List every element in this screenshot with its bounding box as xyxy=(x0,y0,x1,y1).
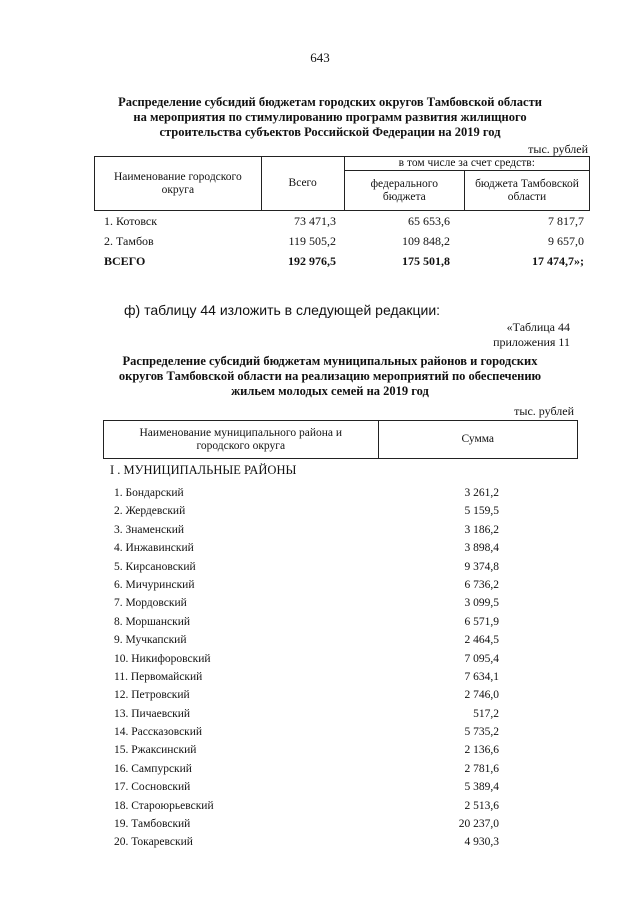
header-municipality: Наименование муниципального района и городского округа xyxy=(104,421,379,459)
table44-title xyxy=(95,354,565,399)
table-row xyxy=(104,234,590,254)
table43-body xyxy=(104,214,590,274)
page-number: 643 xyxy=(310,50,330,65)
table44-header xyxy=(103,420,578,459)
table44-title-line: жильем молодых семей на 2019 год xyxy=(231,384,429,398)
district-name: 8. Моршанский xyxy=(114,615,191,628)
district-name: 17. Сосновский xyxy=(114,781,191,794)
district-name: 5. Кирсановский xyxy=(114,560,196,573)
district-value: 20 237,0 xyxy=(458,818,499,831)
list-item xyxy=(114,613,499,631)
district-value: 3 099,5 xyxy=(464,597,499,610)
table-total-row xyxy=(104,254,590,274)
table44-label-line: «Таблица 44 xyxy=(506,320,570,334)
total-federal: 175 501,8 xyxy=(402,254,450,268)
table-row xyxy=(104,214,590,234)
row-name: 1. Котовск xyxy=(104,214,158,228)
district-name: 14. Рассказовский xyxy=(114,726,203,739)
district-name: 18. Староюрьевский xyxy=(114,799,214,812)
list-item xyxy=(114,723,499,741)
row-regional: 7 817,7 xyxy=(548,214,584,228)
district-value: 5 735,2 xyxy=(464,726,499,739)
district-name: 16. Сампурский xyxy=(114,762,192,775)
table44-title-line: Распределение субсидий бюджетам муниципальных районов и городских xyxy=(122,354,538,368)
list-item xyxy=(114,760,499,778)
district-name: 15. Ржаксинский xyxy=(114,744,197,757)
district-name: 12. Петровский xyxy=(114,689,190,702)
table43-title-line: Распределение субсидий бюджетам городских округов Тамбовской области xyxy=(118,95,542,109)
table44-unit: тыс. рублей xyxy=(514,404,574,418)
header-regional: бюджета Тамбовской области xyxy=(464,171,589,211)
row-regional: 9 657,0 xyxy=(548,234,584,248)
section-heading: I . МУНИЦИПАЛЬНЫЕ РАЙОНЫ xyxy=(110,463,297,477)
header-total: Всего xyxy=(261,157,344,211)
list-item xyxy=(114,668,499,686)
header-sum: Сумма xyxy=(378,421,577,459)
district-value: 2 136,6 xyxy=(464,744,499,757)
row-federal: 65 653,6 xyxy=(408,214,450,228)
district-value: 2 513,6 xyxy=(464,799,499,812)
district-name: 19. Тамбовский xyxy=(114,818,191,831)
total-sum: 192 976,5 xyxy=(288,254,336,268)
header-including: в том числе за счет средств: xyxy=(344,157,589,171)
district-name: 4. Инжавинский xyxy=(114,542,194,555)
district-name: 20. Токаревский xyxy=(114,836,193,849)
total-regional: 17 474,7»; xyxy=(532,254,584,268)
row-total: 119 505,2 xyxy=(288,234,336,248)
district-name: 9. Мучкапский xyxy=(114,634,187,647)
table43-title-line: на мероприятия по стимулированию программ развития жилищного xyxy=(133,110,527,124)
district-name: 10. Никифоровский xyxy=(114,652,211,665)
list-item xyxy=(114,778,499,796)
list-item xyxy=(114,594,499,612)
district-value: 7 095,4 xyxy=(464,652,499,665)
district-name: 6. Мичуринский xyxy=(114,578,195,591)
table44-label xyxy=(493,320,570,350)
instruction-text: ф) таблицу 44 изложить в следующей редакции: xyxy=(124,302,441,318)
table43-title xyxy=(95,95,565,140)
list-item xyxy=(114,558,499,576)
table43-header xyxy=(94,156,590,211)
list-item xyxy=(114,833,499,851)
list-item xyxy=(114,815,499,833)
district-value: 2 464,5 xyxy=(464,634,499,647)
district-value: 3 186,2 xyxy=(464,523,499,536)
district-value: 2 746,0 xyxy=(464,689,499,702)
district-value: 3 261,2 xyxy=(464,487,499,499)
district-value: 2 781,6 xyxy=(464,762,499,775)
district-name: 11. Первомайский xyxy=(114,670,203,683)
district-value: 9 374,8 xyxy=(464,560,499,573)
list-item xyxy=(114,797,499,815)
list-item xyxy=(114,650,499,668)
list-item xyxy=(114,484,499,502)
list-item xyxy=(114,705,499,723)
district-name: 1. Бондарский xyxy=(114,487,184,499)
list-item xyxy=(114,502,499,520)
table44-label-line: приложения 11 xyxy=(493,335,570,349)
table43-title-line: строительства субъектов Российской Федерации на 2019 год xyxy=(159,125,501,139)
table44-body xyxy=(114,484,499,852)
row-name: 2. Тамбов xyxy=(104,234,154,248)
district-value: 4 930,3 xyxy=(464,836,499,849)
district-value: 5 159,5 xyxy=(464,505,499,518)
district-value: 5 389,4 xyxy=(464,781,499,794)
district-name: 3. Знаменский xyxy=(114,523,185,536)
list-item xyxy=(114,539,499,557)
district-value: 7 634,1 xyxy=(464,670,499,683)
header-district-name: Наименование городского округа xyxy=(95,157,262,211)
row-total: 73 471,3 xyxy=(294,214,336,228)
district-name: 13. Пичаевский xyxy=(114,707,191,720)
table43-unit: тыс. рублей xyxy=(528,142,588,156)
list-item xyxy=(114,741,499,759)
list-item xyxy=(114,631,499,649)
list-item xyxy=(114,521,499,539)
list-item xyxy=(114,686,499,704)
district-name: 2. Жердевский xyxy=(114,505,186,518)
district-value: 3 898,4 xyxy=(464,542,499,555)
total-label: ВСЕГО xyxy=(104,254,146,268)
table44-title-line: округов Тамбовской области на реализацию мероприятий по обеспечению xyxy=(118,369,542,383)
district-value: 517,2 xyxy=(473,707,499,720)
district-value: 6 571,9 xyxy=(464,615,499,628)
row-federal: 109 848,2 xyxy=(402,234,450,248)
district-name: 7. Мордовский xyxy=(114,597,187,610)
district-value: 6 736,2 xyxy=(464,578,499,591)
header-federal: федерального бюджета xyxy=(344,171,464,211)
list-item xyxy=(114,576,499,594)
